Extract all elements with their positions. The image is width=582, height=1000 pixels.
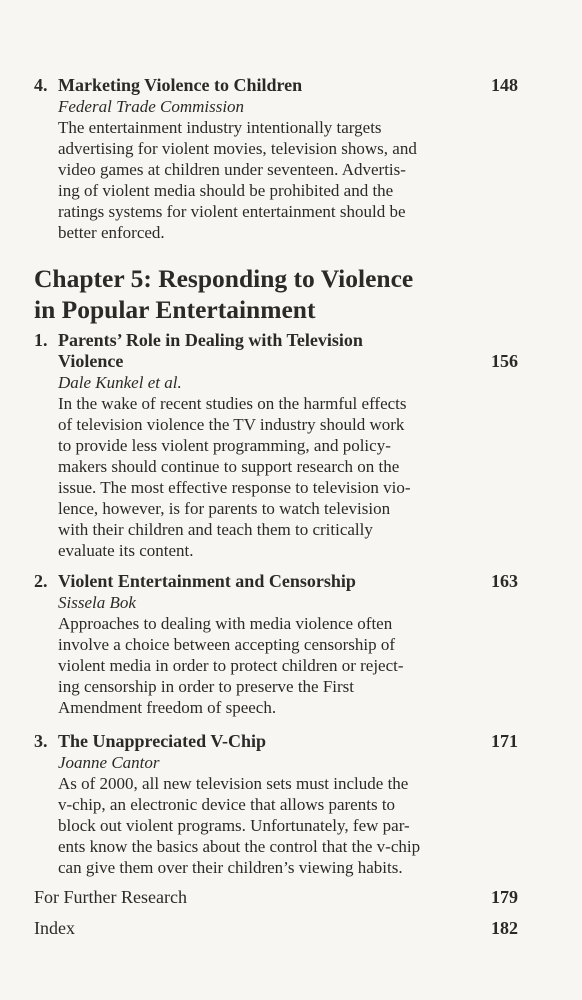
entry-page-number: 148 [491, 75, 518, 95]
summary-line: Amendment freedom of speech. [58, 698, 277, 717]
summary-line: issue. The most effective response to television vio- [58, 478, 411, 497]
summary-line: Approaches to dealing with media violence often [58, 614, 393, 633]
summary-line: v-chip, an electronic device that allows parents to [58, 795, 396, 814]
back-matter-label: For Further Research [34, 887, 187, 907]
toc-entry-v-chip [34, 731, 518, 878]
entry-page-number: 171 [491, 731, 518, 751]
chapter-heading-line: Chapter 5: Responding to Violence [34, 264, 414, 293]
summary-line: ents know the basics about the control that the v-chip [58, 837, 421, 856]
summary-line: of television violence the TV industry should work [58, 415, 405, 434]
chapter-heading-line: in Popular Entertainment [34, 295, 316, 324]
entry-title-line: Violence [58, 351, 124, 371]
summary-line: ratings systems for violent entertainment should be [58, 202, 406, 221]
summary-line: better enforced. [58, 223, 165, 242]
entry-title-line: Parents’ Role in Dealing with Television [58, 330, 363, 350]
entry-page-number: 156 [491, 351, 518, 371]
entry-title-line: Violent Entertainment and Censorship [58, 571, 356, 591]
summary-line: can give them over their children’s viewing habits. [58, 858, 403, 877]
entry-page-number: 163 [491, 571, 518, 591]
summary-line: ing censorship in order to preserve the First [58, 677, 355, 696]
summary-line: involve a choice between accepting censorship of [58, 635, 396, 654]
entry-title-line: Marketing Violence to Children [58, 75, 303, 95]
summary-line: advertising for violent movies, television shows, and [58, 139, 417, 158]
entry-number: 1. [34, 330, 48, 350]
entry-title [58, 731, 428, 752]
summary-line: In the wake of recent studies on the harmful effects [58, 394, 407, 413]
toc-entry-parents-role [34, 330, 518, 561]
entry-number: 3. [34, 731, 48, 751]
entry-summary [58, 613, 494, 718]
back-matter-page-number: 179 [491, 887, 518, 907]
entry-title [58, 75, 428, 96]
summary-line: evaluate its content. [58, 541, 194, 560]
chapter-heading [34, 263, 413, 325]
back-matter-page-number: 182 [491, 918, 518, 938]
entry-title-line: The Unappreciated V-Chip [58, 731, 267, 751]
entry-summary [58, 773, 494, 878]
summary-line: The entertainment industry intentionally targets [58, 118, 382, 137]
summary-line: violent media in order to protect children or reject- [58, 656, 404, 675]
toc-entry-censorship [34, 571, 518, 718]
summary-line: makers should continue to support research on the [58, 457, 400, 476]
entry-title [58, 330, 428, 372]
entry-number: 4. [34, 75, 48, 95]
entry-author: Joanne Cantor [58, 753, 160, 772]
entry-number: 2. [34, 571, 48, 591]
summary-line: to provide less violent programming, and policy- [58, 436, 391, 455]
entry-author: Federal Trade Commission [58, 97, 245, 116]
entry-author: Dale Kunkel et al. [58, 373, 182, 392]
entry-title [58, 571, 428, 592]
summary-line: with their children and teach them to critically [58, 520, 373, 539]
entry-summary [58, 117, 494, 243]
entry-summary [58, 393, 494, 561]
entry-author: Sissela Bok [58, 593, 136, 612]
back-matter-label: Index [34, 918, 75, 938]
summary-line: block out violent programs. Unfortunately, few par- [58, 816, 410, 835]
summary-line: ing of violent media should be prohibited and the [58, 181, 394, 200]
summary-line: lence, however, is for parents to watch television [58, 499, 391, 518]
toc-entry-marketing-violence [34, 75, 518, 243]
summary-line: As of 2000, all new television sets must include the [58, 774, 409, 793]
summary-line: video games at children under seventeen. Advertis- [58, 160, 406, 179]
